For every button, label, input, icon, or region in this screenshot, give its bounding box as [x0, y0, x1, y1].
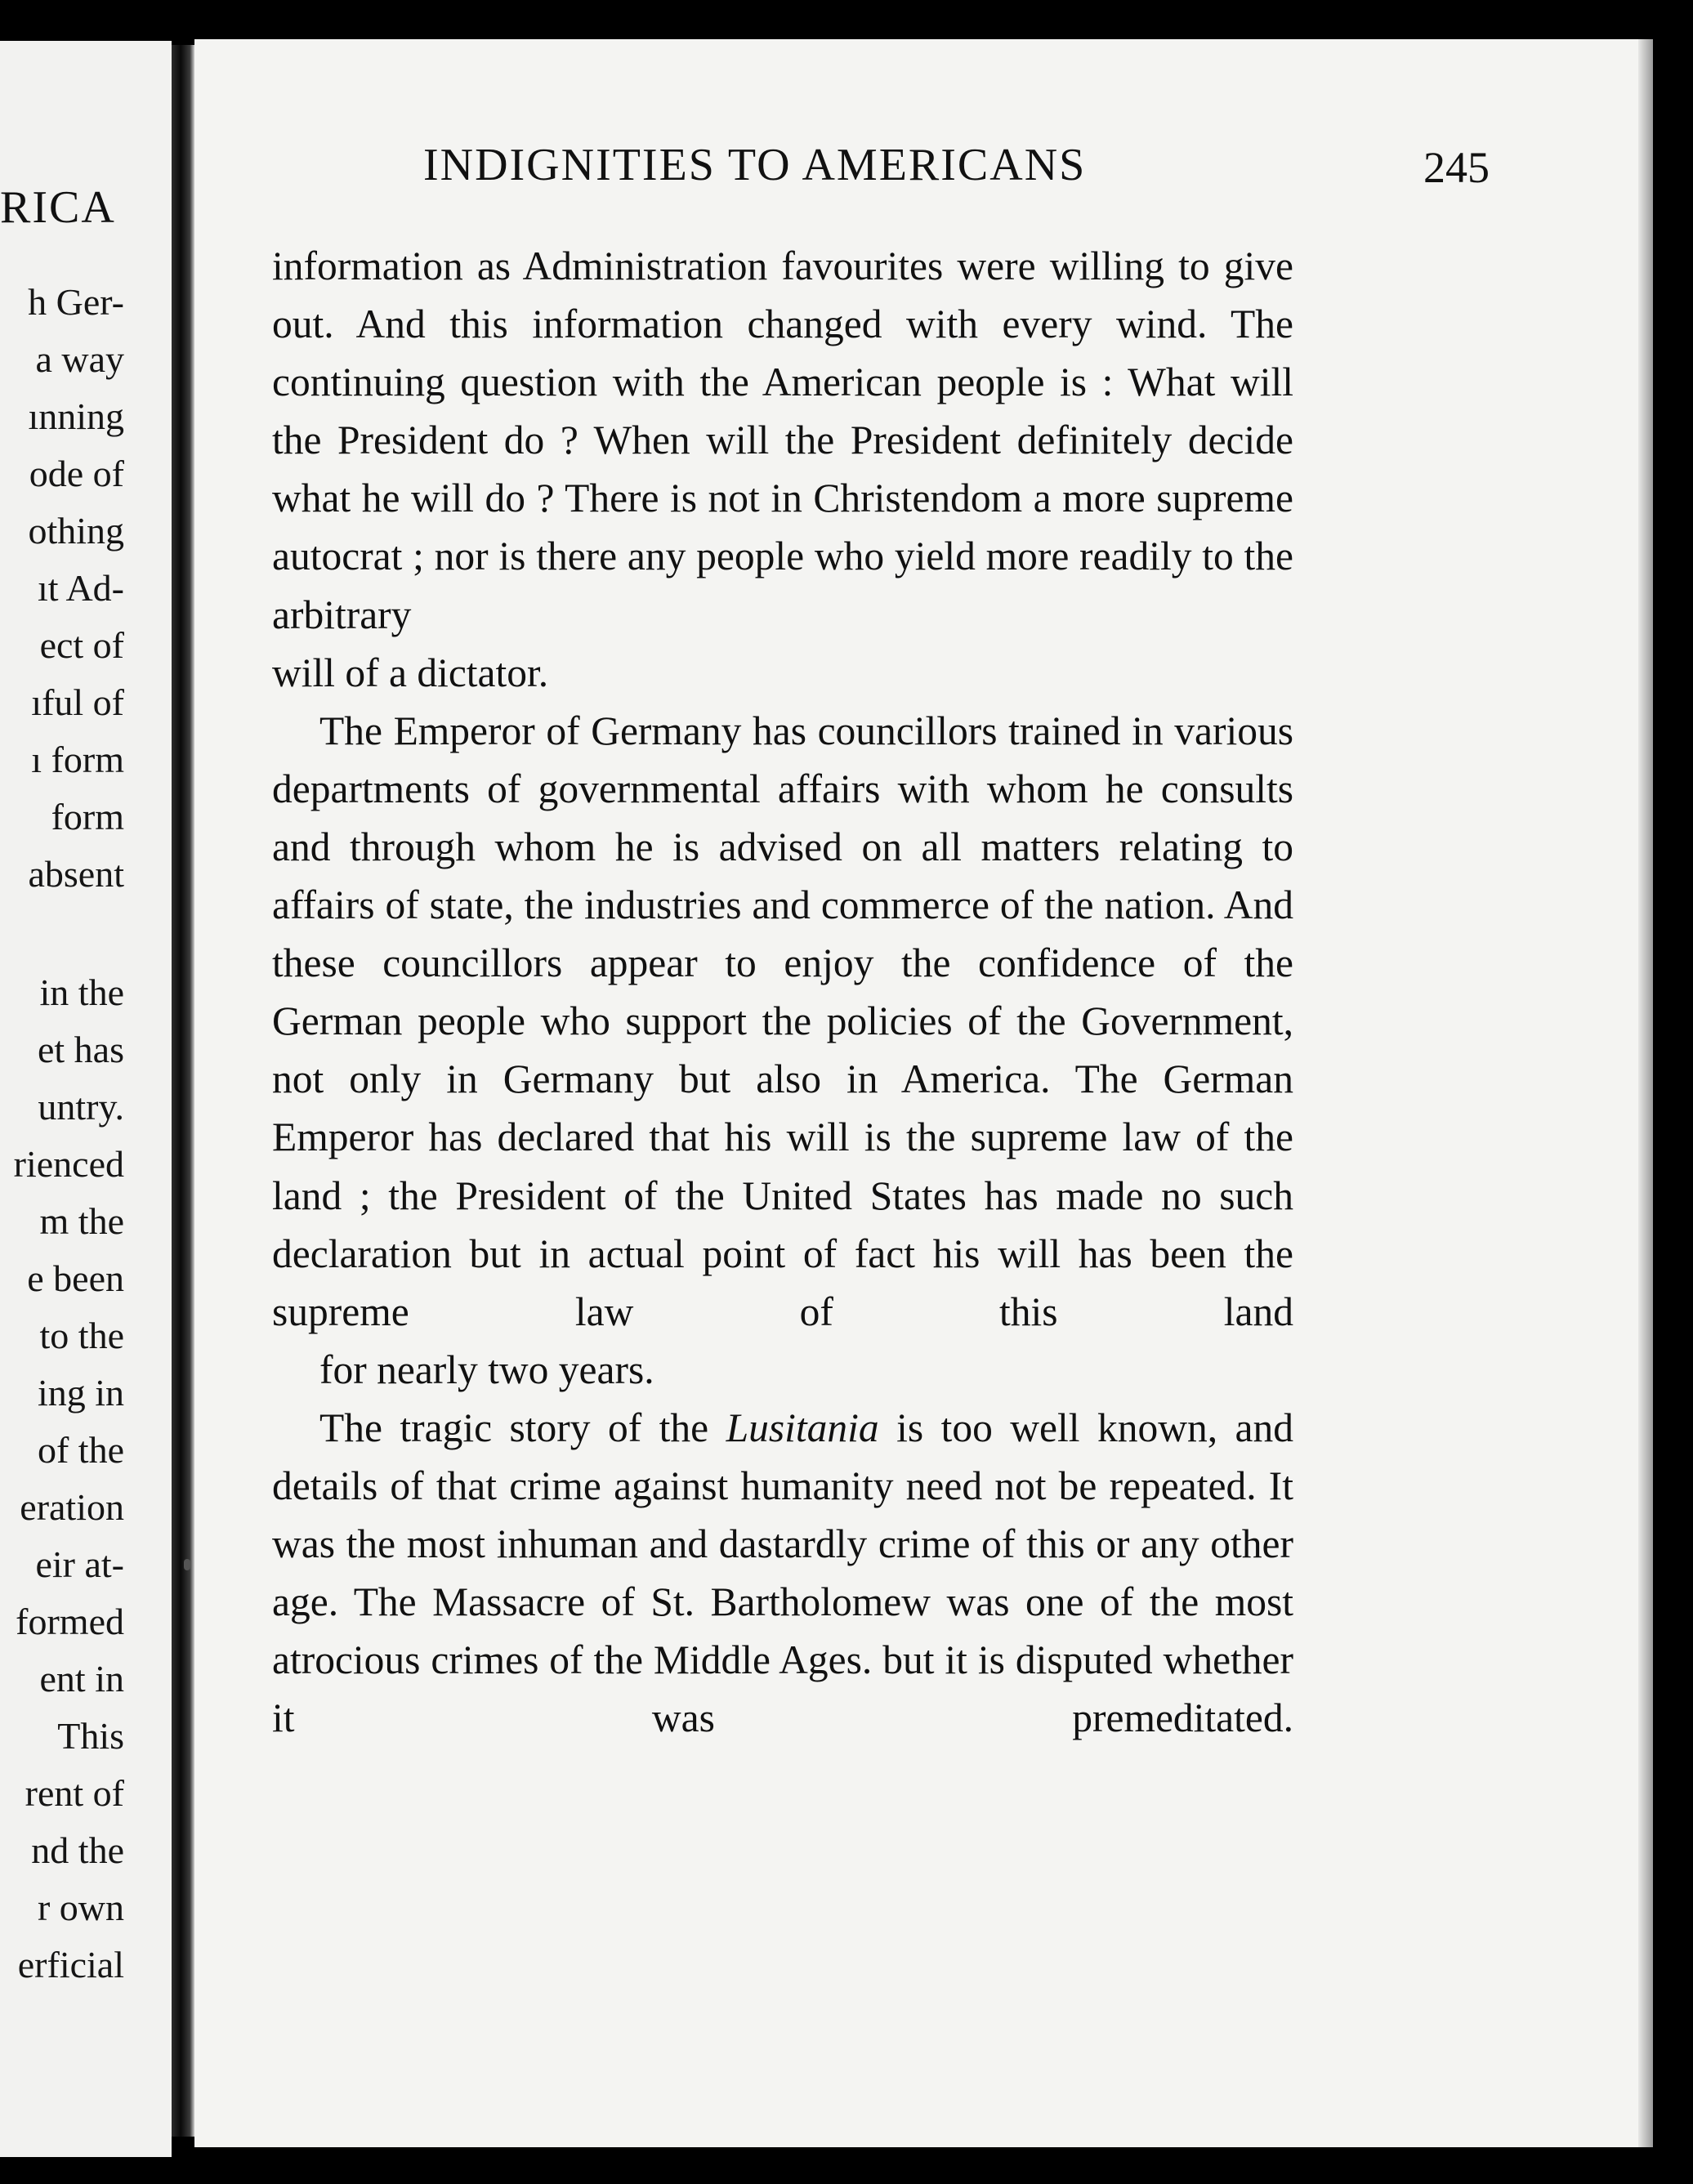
previous-page-line: a way — [35, 338, 124, 380]
previous-page-line: ing in — [37, 1372, 124, 1414]
paragraph-3-text-rest: is too well known, and details of that crime against humanity need not be repeated. It was the most inhuman and dastardly crime of this or any other age. The Massacre of St. Bartholomew was one of the most atrocious crimes of the Middle Ages. but it is disputed whether it was premeditated. — [272, 1405, 1293, 1741]
previous-page-line: ı form — [31, 739, 124, 780]
running-head-title: INDIGNITIES TO AMERICANS — [423, 140, 1087, 190]
previous-page-line: othing — [28, 510, 124, 552]
paragraph-1 — [272, 237, 1293, 702]
previous-page-line: rienced — [13, 1143, 124, 1185]
previous-page-running-head: RICA — [0, 182, 116, 233]
paragraph-1-last-line: will of a dictator. — [272, 650, 549, 695]
page-number: 245 — [1423, 143, 1490, 192]
previous-page-line: ıful of — [31, 681, 124, 723]
paragraph-2-last-line: for nearly two years. — [319, 1347, 654, 1392]
paragraph-1-body: information as Administration favourites were willing to give out. And this information changed with every wind. The continuing question with the American people is : What will the President do ? When will the President definitely decide what he will do ? There is not in Christendom a more supreme autocrat ; nor is there any people who yield more readily to the arbitrary — [272, 243, 1293, 637]
body-text — [272, 237, 1293, 1747]
previous-page-line: ent in — [39, 1658, 124, 1699]
paragraph-3 — [272, 1399, 1293, 1748]
previous-page-line: eir at- — [35, 1543, 124, 1585]
paragraph-3-text-start: The tragic story of the — [319, 1405, 726, 1450]
previous-page-line-fragments — [14, 274, 124, 1994]
book-gutter — [172, 45, 194, 2137]
previous-page-line: formed — [16, 1601, 124, 1642]
previous-page-line: This — [57, 1715, 124, 1757]
previous-page-fragment — [0, 41, 172, 2157]
previous-page-line: untry. — [38, 1086, 124, 1128]
previous-page-line: e been — [27, 1257, 124, 1299]
previous-page-line: ect of — [39, 624, 124, 666]
previous-page-line: of the — [37, 1429, 124, 1471]
previous-page-line: eration — [20, 1486, 124, 1528]
scan-speck — [184, 1559, 190, 1570]
running-head — [423, 139, 1518, 204]
previous-page-line: r own — [37, 1887, 124, 1928]
previous-page-line: nd the — [31, 1829, 124, 1871]
page-edge-shadow — [1638, 39, 1653, 2147]
previous-page-line: h Ger- — [28, 281, 124, 323]
current-page — [194, 39, 1653, 2147]
previous-page-line: rent of — [25, 1772, 124, 1814]
previous-page-line: absent — [28, 853, 124, 895]
previous-page-line: in the — [39, 971, 124, 1013]
previous-page-line: to the — [39, 1315, 124, 1356]
previous-page-line: ıt Ad- — [37, 567, 124, 609]
paragraph-2-body: The Emperor of Germany has councillors trained in various departments of governmental affairs with whom he consults and through whom he is advised on all matters relating to affairs of state, the industries and commerce of the nation. And these councillors appear to enjoy the confidence of the German people who support the policies of the Government, not only in Germany but also in America. The German Emperor has declared that his will is the supreme law of the land ; the President of the United States has made no such declaration but in actual point of fact his will has been the supreme law of this land — [272, 708, 1293, 1334]
previous-page-line: form — [51, 796, 124, 837]
previous-page-line: m the — [39, 1200, 124, 1242]
previous-page-line — [14, 903, 124, 964]
previous-page-line: erficial — [17, 1944, 124, 1985]
previous-page-line: ınning — [28, 395, 124, 437]
previous-page-line: et has — [37, 1029, 124, 1070]
ship-name-italic: Lusitania — [726, 1405, 879, 1450]
previous-page-line: ode of — [29, 453, 124, 494]
paragraph-2 — [272, 702, 1293, 1399]
